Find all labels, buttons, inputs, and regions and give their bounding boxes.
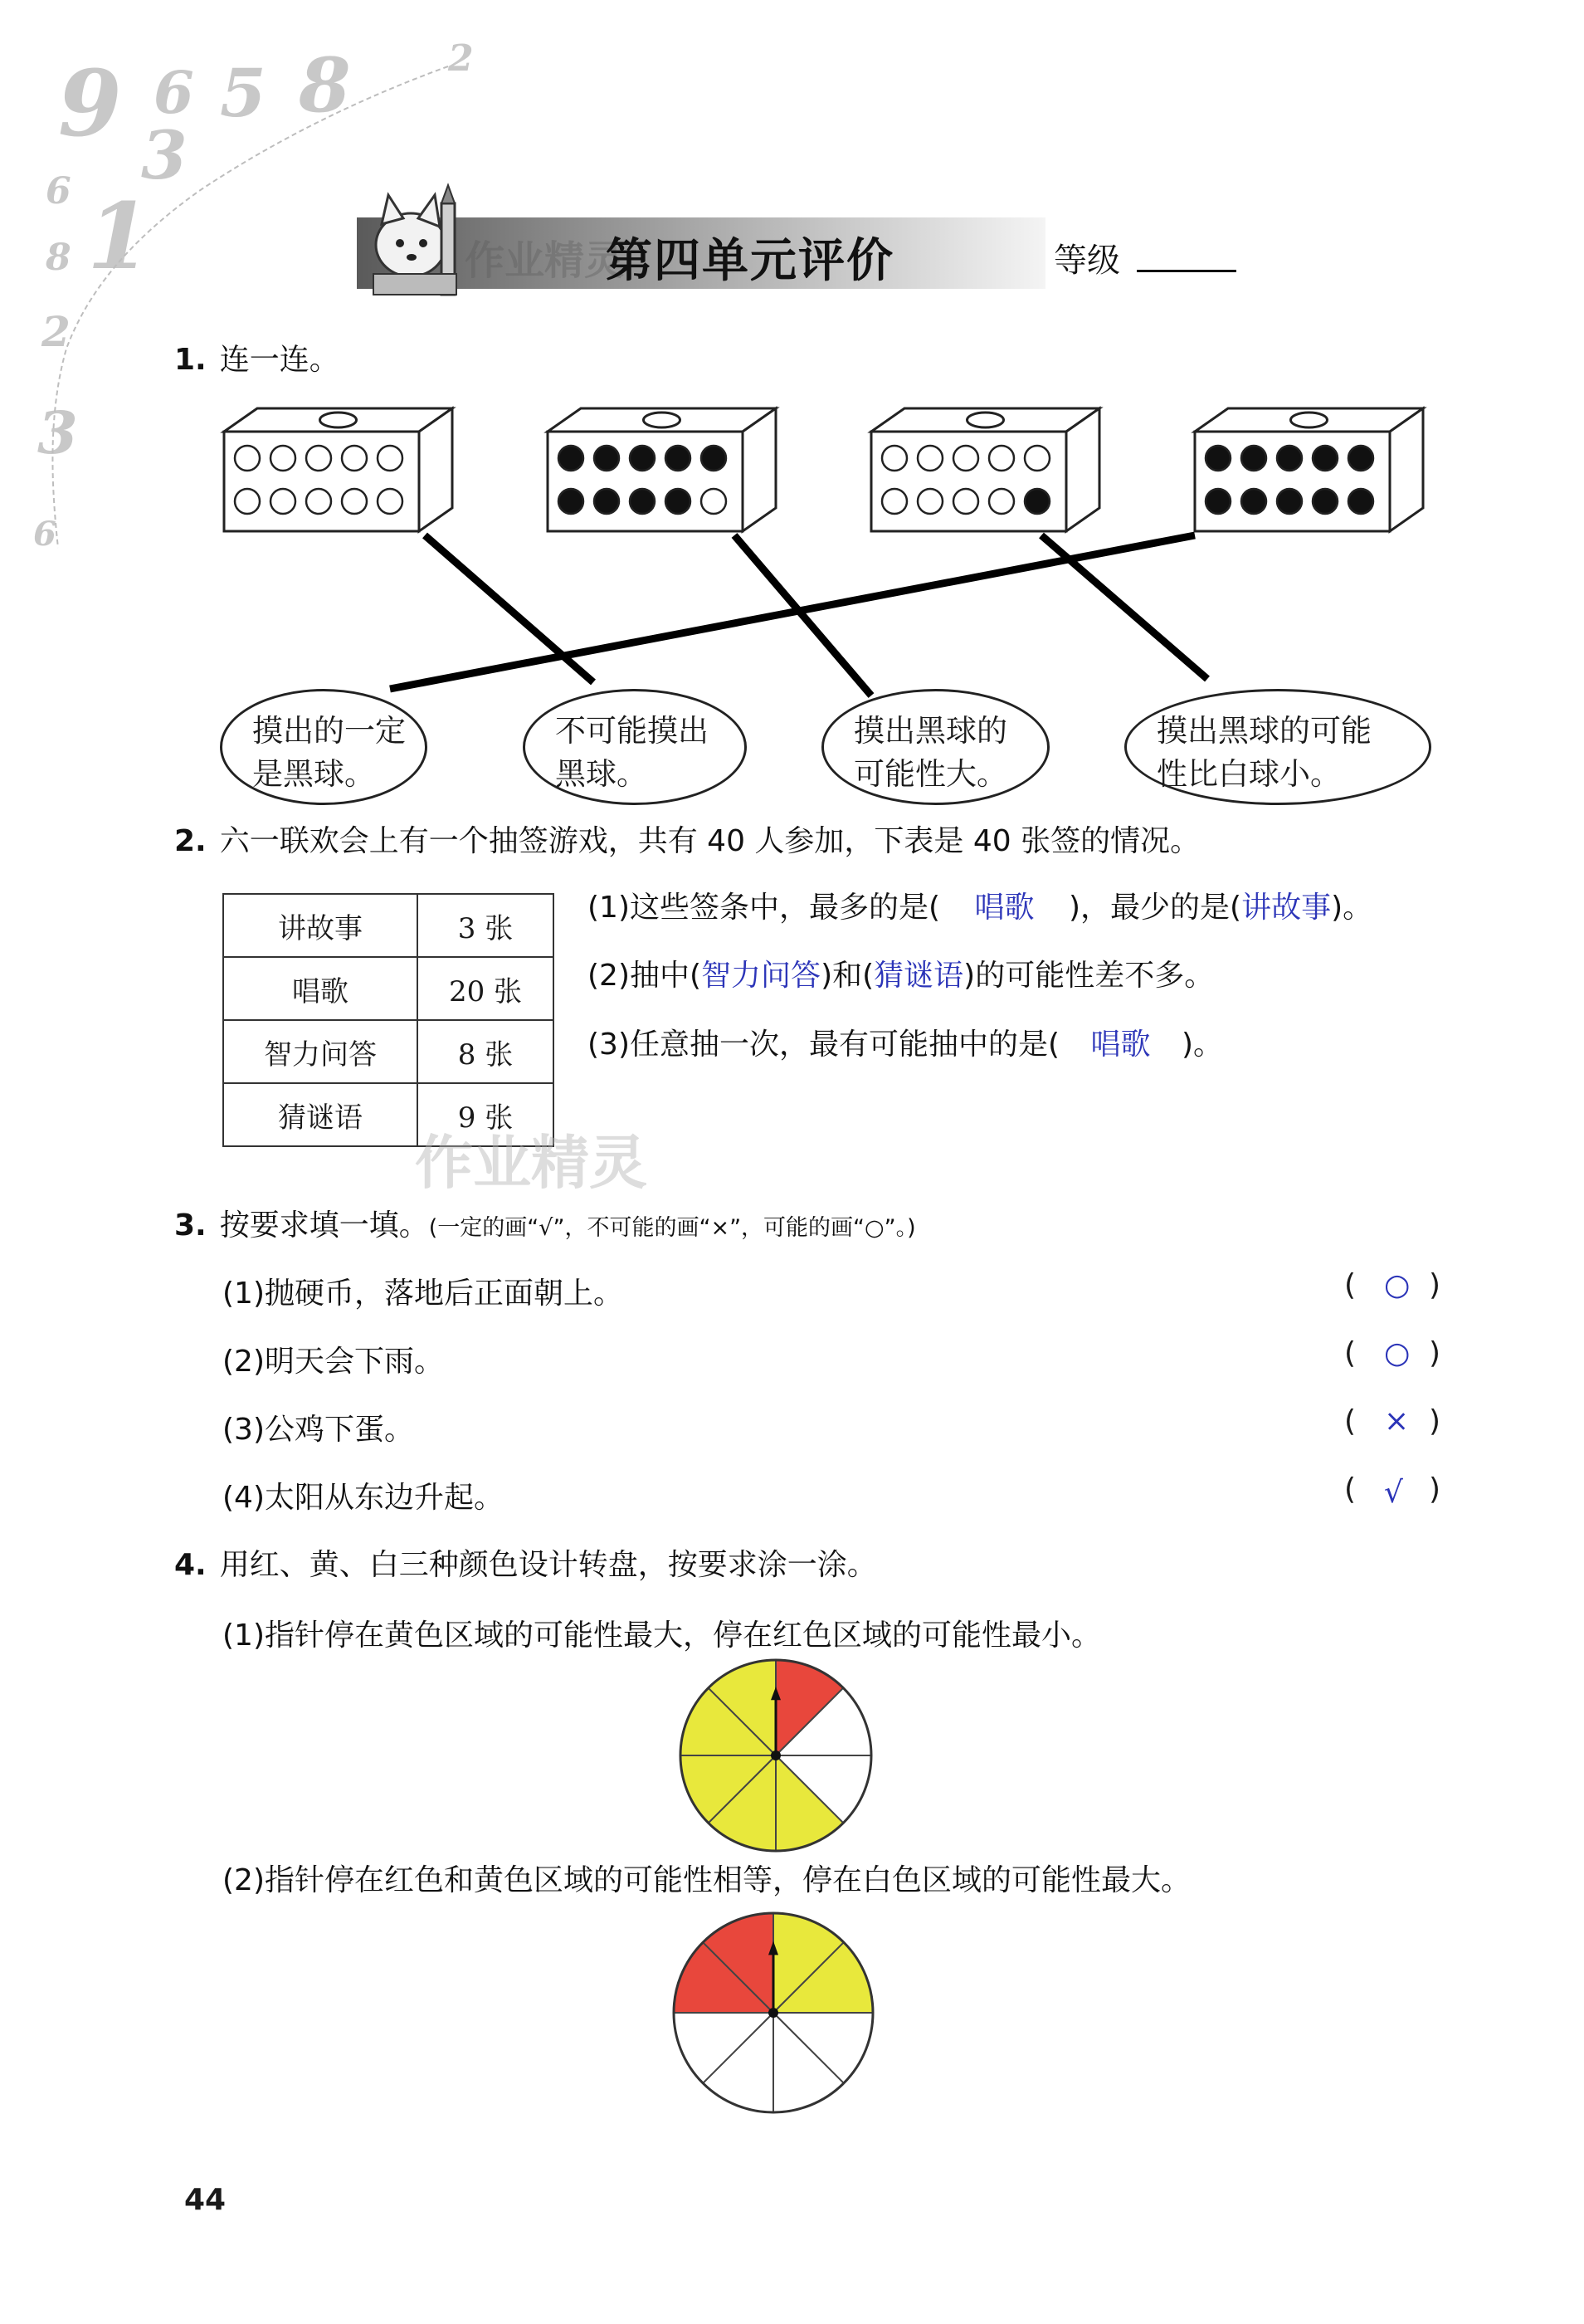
banner-watermark: 作业精灵 [465, 237, 625, 284]
paren-open: ( [1344, 1472, 1357, 1506]
answer-mark[interactable]: × [1384, 1404, 1410, 1438]
answer-text[interactable]: 唱歌 [1090, 1028, 1151, 1062]
q2-sub1-text: )，最少的是( [1068, 891, 1242, 925]
oval-line: 摸出黑球的 [854, 713, 1007, 749]
table-cell: 3 张 [417, 894, 553, 957]
q2-sub3-text: )。 [1181, 1028, 1224, 1062]
paren-close: ) [1429, 1472, 1441, 1506]
oval-option [220, 689, 427, 805]
q4-sub1: (1)指针停在黄色区域的可能性最大，停在红色区域的可能性最小。 [222, 1618, 1101, 1653]
q3-prompt [174, 1202, 916, 1244]
paren-open: ( [1344, 1404, 1357, 1438]
lots-table [222, 893, 554, 1147]
q3-text: 按要求填一填。 [219, 1208, 429, 1243]
oval-line: 黑球。 [555, 756, 647, 792]
deco-digit: 9 [58, 50, 122, 157]
q2-sub3 [587, 1021, 1223, 1063]
q2-sub1-text: )。 [1331, 891, 1373, 925]
deco-digit: 6 [154, 58, 194, 127]
table-cell: 20 张 [417, 957, 553, 1020]
deco-digit: 2 [448, 37, 474, 80]
table-cell: 唱歌 [223, 957, 417, 1020]
table-row [223, 957, 553, 1020]
paren-close: ) [1429, 1336, 1441, 1370]
q1-number: 1. [174, 343, 207, 377]
deco-digit: 6 [46, 170, 71, 212]
q2-sub2-text: )和( [821, 959, 875, 993]
q4-text: 用红、黄、白三种颜色设计转盘，按要求涂一涂。 [219, 1548, 877, 1582]
oval-line: 可能性大。 [854, 756, 1007, 792]
deco-digit: 5 [220, 54, 266, 132]
answer-text[interactable]: 唱歌 [974, 891, 1035, 925]
q4-number: 4. [174, 1548, 207, 1582]
oval-option [821, 689, 1050, 805]
paren-open: ( [1344, 1268, 1357, 1302]
table-cell: 9 张 [417, 1083, 553, 1146]
answer-text[interactable]: 猜谜语 [874, 959, 964, 993]
q2-sub3-text: (3)任意抽一次，最有可能抽中的是( [587, 1028, 1060, 1062]
oval-line: 摸出黑球的可能 [1157, 713, 1372, 749]
oval-line: 摸出的一定 [252, 713, 406, 749]
deco-digit: 2 [41, 307, 71, 356]
q4-sub2: (2)指针停在红色和黄色区域的可能性相等，停在白色区域的可能性最大。 [222, 1863, 1191, 1897]
q2-sub1 [587, 884, 1372, 926]
answer-mark[interactable]: ○ [1384, 1268, 1411, 1302]
deco-digit: 8 [299, 42, 351, 129]
q2-sub2-text: (2)抽中( [587, 959, 702, 993]
connect-line-1 [425, 535, 593, 682]
deco-digit: 3 [141, 116, 188, 194]
oval-option [1124, 689, 1431, 805]
q4-prompt [174, 1541, 877, 1584]
answer-text[interactable]: 智力问答 [701, 959, 821, 993]
q3-item: (2)明天会下雨。 [222, 1345, 444, 1379]
table-row [223, 1020, 553, 1083]
table-cell: 讲故事 [223, 894, 417, 957]
q3-number: 3. [174, 1208, 207, 1243]
q2-prompt [174, 818, 1200, 860]
deco-digit: 8 [46, 237, 71, 279]
deco-digit: 6 [33, 515, 56, 554]
deco-digit: 3 [37, 398, 78, 467]
deco-digit: 1 [87, 183, 151, 290]
q2-sub1-text: (1)这些签条中，最多的是( [587, 891, 941, 925]
paren-close: ) [1429, 1268, 1441, 1302]
paren-open: ( [1344, 1336, 1357, 1370]
paren-close: ) [1429, 1404, 1441, 1438]
oval-line: 不可能摸出 [555, 713, 709, 749]
q3-note: (一定的画“√”，不可能的画“×”，可能的画“○”。) [428, 1215, 916, 1241]
oval-line: 是黑球。 [252, 756, 375, 792]
grade-label: 等级 [1054, 242, 1120, 280]
table-cell: 8 张 [417, 1020, 553, 1083]
q1-text: 连一连。 [219, 343, 339, 377]
table-row [223, 894, 553, 957]
q2-sub2 [587, 952, 1214, 994]
spinner-1[interactable] [676, 1656, 875, 1855]
q3-item: (4)太阳从东边升起。 [222, 1481, 504, 1515]
table-cell: 智力问答 [223, 1020, 417, 1083]
q2-text: 六一联欢会上有一个抽签游戏，共有 40 人参加，下表是 40 张签的情况。 [219, 824, 1201, 858]
page-title: 第四单元评价 [606, 234, 894, 288]
watermark: 作业精灵 [415, 1129, 647, 1197]
q2-number: 2. [174, 824, 207, 858]
page-number: 44 [184, 2183, 227, 2217]
spinner-2[interactable] [670, 1909, 877, 2116]
table-cell: 猜谜语 [223, 1083, 417, 1146]
answer-mark[interactable]: ○ [1384, 1336, 1411, 1370]
oval-line: 性比白球小。 [1157, 756, 1341, 792]
q3-item: (3)公鸡下蛋。 [222, 1413, 414, 1447]
answer-text[interactable]: 讲故事 [1241, 891, 1332, 925]
answer-mark[interactable]: √ [1384, 1476, 1403, 1510]
q2-sub2-text: )的可能性差不多。 [963, 959, 1215, 993]
q3-item: (1)抛硬币，落地后正面朝上。 [222, 1277, 623, 1311]
connect-line-2 [734, 535, 871, 696]
oval-option [523, 689, 747, 805]
